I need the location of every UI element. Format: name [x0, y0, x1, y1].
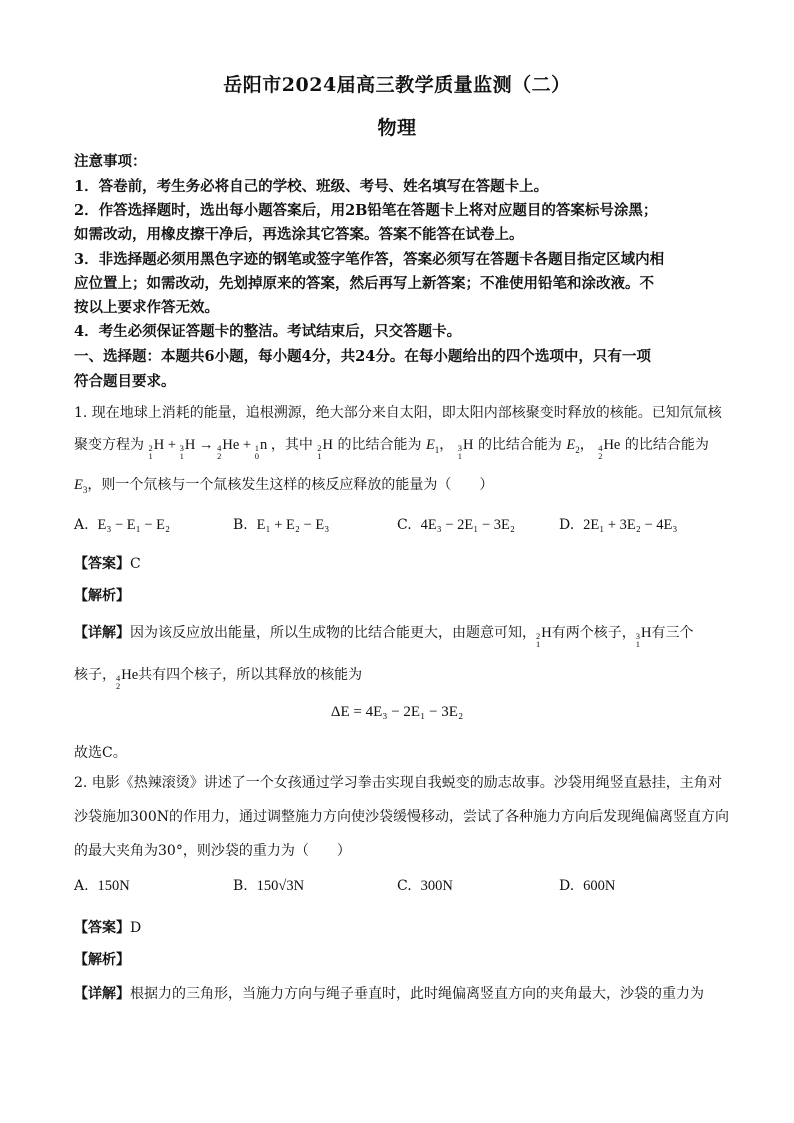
note-item: 4．考生必须保证答题卡的整洁。考试结束后，只交答题卡。	[74, 323, 462, 340]
section-heading-cont: 符合题目要求。	[74, 373, 176, 390]
q1-analysis-label: 【解析】	[74, 588, 130, 604]
q2-stem-line3: 的最大夹角为30°，则沙袋的重力为（ ）	[74, 843, 351, 859]
q1-option-b: B. E₁ + E₂ − E₃	[233, 517, 330, 533]
q1-stem-line1: 1. 现在地球上消耗的能量，追根溯源，绝大部分来自太阳，即太阳内部核聚变时释放的核能。已知氘氚核	[74, 405, 722, 421]
notes-heading: 注意事项：	[74, 153, 147, 170]
exam-title: 岳阳市2024届高三教学质量监测（二）	[223, 74, 571, 96]
note-item: 应位置上；如需改动，先划掉原来的答案，然后再写上新答案；不准使用铅笔和涂改液。不	[74, 275, 654, 292]
q1-option-a: A. E₃ − E₁ − E₂	[74, 517, 171, 533]
note-item: 2．作答选择题时，选出每小题答案后，用2B铅笔在答题卡上将对应题目的答案标号涂黑；	[74, 202, 658, 219]
q2-analysis-label: 【解析】	[74, 952, 130, 968]
q1-option-d: D. 2E₁ + 3E₂ − 4E₃	[559, 517, 678, 533]
q2-answer: 【答案】D	[74, 920, 142, 936]
q1-detail-line1: 【详解】因为该反应放出能量，所以生成物的比结合能更大，由题意可知，2 1H有两个核子，3 1H有三个	[74, 625, 694, 649]
q1-detail-line2: 核子，4 2He共有四个核子，所以其释放的核能为	[74, 667, 363, 691]
subject-title: 物理	[377, 117, 417, 139]
q2-stem-line2: 沙袋施加300N的作用力，通过调整施力方向使沙袋缓慢移动，尝试了各种施力方向后发现绳偏离竖直方向	[74, 809, 729, 825]
note-item: 1．答卷前，考生务必将自己的学校、班级、考号、姓名填写在答题卡上。	[74, 178, 549, 195]
section-heading: 一、选择题：本题共6小题，每小题4分，共24分。在每小题给出的四个选项中，只有一项	[74, 348, 651, 365]
note-item: 按以上要求作答无效。	[74, 299, 219, 316]
q2-option-d: D. 600N	[559, 878, 616, 894]
q2-stem-line1: 2. 电影《热辣滚烫》讲述了一个女孩通过学习拳击实现自我蜕变的励志故事。沙袋用绳竖直悬挂，主角对	[74, 775, 722, 791]
note-item: 3．非选择题必须用黑色字迹的钢笔或签字笔作答，答案必须写在答题卡各题目指定区域内相	[74, 251, 665, 268]
q1-formula: ΔE = 4E₃ − 2E₁ − 3E₂	[330, 704, 464, 720]
q1-stem-line3: $E_3$，则一个氘核与一个氚核发生这样的核反应释放的能量为（ ）	[74, 477, 494, 495]
fusion-equation: 2 1H + 3 1H → 4 2He + 1 0n	[148, 437, 268, 461]
q1-stem-line2: 聚变方程为 2 1H + 3 1H → 4 2He + 1 0n ，其中 2 1H 的比结合能为 $E_1$， 3 1H 的比结合能为 $E_2$， 4 2He 的比结合能为	[74, 437, 709, 461]
q2-option-b: B. 150√3N	[233, 878, 305, 894]
q2-detail-line1: 【详解】根据力的三角形，当施力方向与绳子垂直时，此时绳偏离竖直方向的夹角最大，沙袋的重力为	[74, 986, 704, 1002]
q1-answer: 【答案】C	[74, 556, 141, 572]
q1-option-c: C. 4E₃ − 2E₁ − 3E₂	[397, 517, 515, 533]
note-item: 如需改动，用橡皮擦干净后，再选涂其它答案。答案不能答在试卷上。	[74, 226, 524, 243]
q1-conclusion: 故选C。	[74, 745, 127, 761]
q2-option-c: C. 300N	[397, 878, 453, 894]
q2-option-a: A. 150N	[74, 878, 130, 894]
